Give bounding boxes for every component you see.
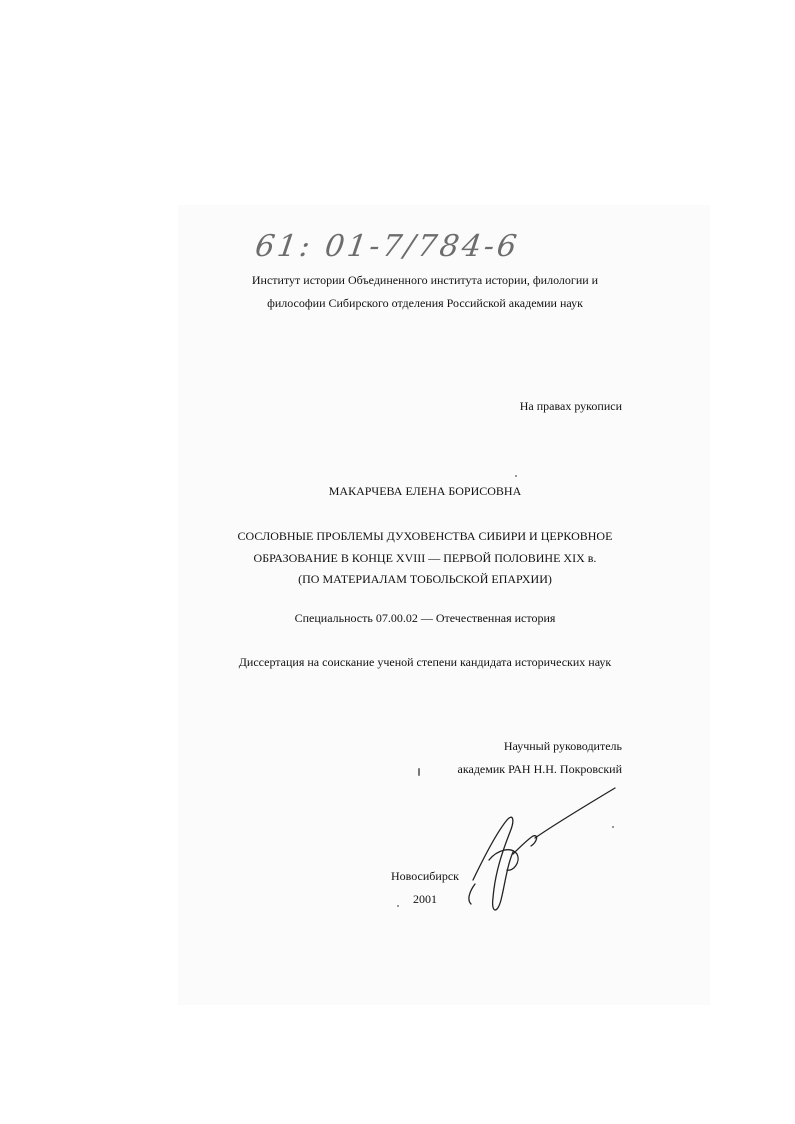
scan-speck: [397, 905, 399, 907]
year: 2001: [413, 892, 437, 906]
supervisor-name: академик РАН Н.Н. Покровский: [457, 762, 622, 776]
supervisor-signature: [455, 780, 625, 930]
institution-line-1: Институт истории Объединенного института истории, филологии и: [251, 273, 599, 287]
dissertation-degree-line: Диссертация на соискание ученой степени кандидата исторических наук: [238, 655, 612, 669]
institution-line-2: философии Сибирского отделения Российской академии наук: [267, 296, 583, 310]
handwritten-archive-number: [251, 222, 529, 277]
archive-number-text: 61: 01-7/784-6: [252, 229, 522, 264]
scan-speck: [515, 475, 517, 477]
dissertation-title-line-2: ОБРАЗОВАНИЕ В КОНЦЕ XVIII — ПЕРВОЙ ПОЛОВИНЕ XIX в.: [253, 551, 597, 565]
dissertation-title-line-3: (ПО МАТЕРИАЛАМ ТОБОЛЬСКОЙ ЕПАРХИИ): [298, 572, 552, 586]
supervisor-role: Научный руководитель: [503, 739, 622, 753]
scan-speck: [418, 768, 420, 776]
scanned-page-area: [178, 205, 710, 1005]
scan-speck: [612, 826, 614, 828]
dissertation-title-line-1: СОСЛОВНЫЕ ПРОБЛЕМЫ ДУХОВЕНСТВА СИБИРИ И ЦЕРКОВНОЕ: [237, 529, 613, 543]
author-name: МАКАРЧЕВА ЕЛЕНА БОРИСОВНА: [328, 484, 522, 498]
manuscript-rights-note: На правах рукописи: [519, 399, 622, 413]
city: Новосибирск: [391, 869, 459, 883]
specialty-line: Специальность 07.00.02 — Отечественная история: [294, 611, 556, 625]
